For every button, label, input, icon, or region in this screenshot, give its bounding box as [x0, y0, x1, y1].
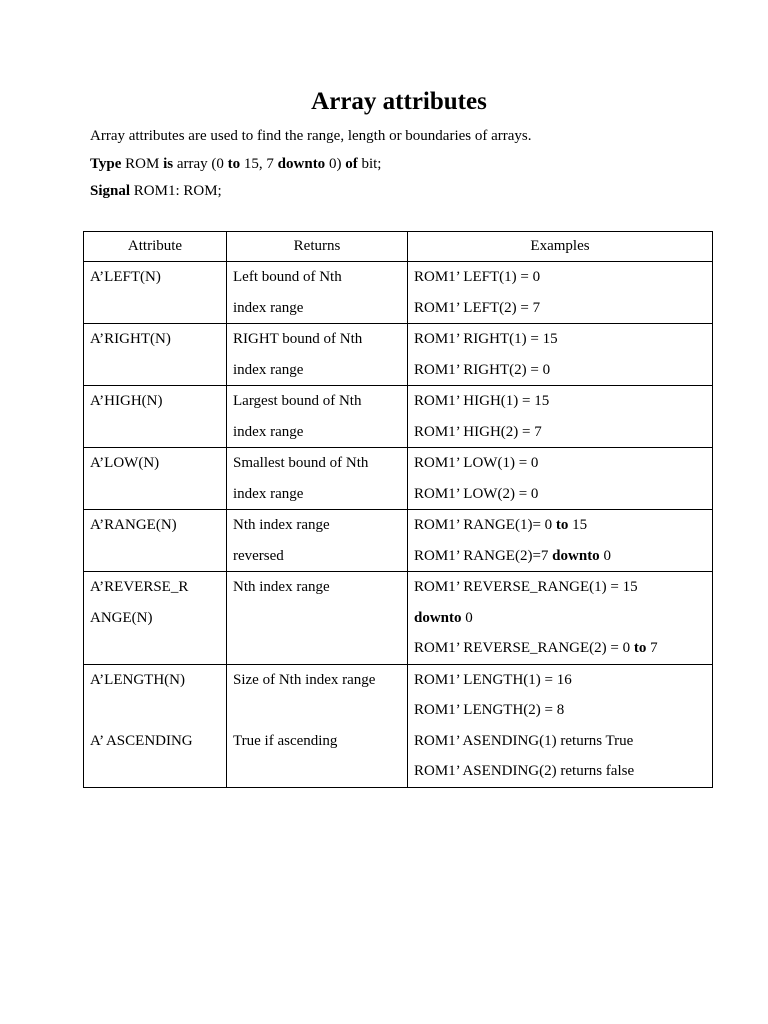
keyword-text: to [555, 517, 569, 533]
cell-line: reversed [233, 547, 284, 564]
attribute-cell [84, 510, 227, 572]
attribute-cell [84, 386, 227, 448]
text-run: 0) [325, 156, 346, 172]
page-title: Array attributes [311, 88, 487, 115]
text-run: ROM1’ LENGTH(2) = 8 [414, 702, 565, 718]
text-run: ROM1’ HIGH(1) = 15 [414, 393, 550, 409]
attribute-cell [84, 572, 227, 665]
text-run: ROM1’ LEFT(1) = 0 [414, 269, 541, 285]
examples-cell [408, 448, 713, 510]
attribute-cell [84, 262, 227, 324]
table-row [84, 386, 713, 448]
keyword-text: downto [414, 609, 462, 626]
header-returns: Returns [227, 232, 408, 262]
example-line [414, 695, 706, 726]
returns-cell [227, 664, 408, 787]
example-line [414, 262, 706, 293]
text-run: ROM1’ LOW(1) = 0 [414, 455, 539, 471]
cell-line: A’RANGE(N) [90, 517, 177, 533]
keyword-text: downto [277, 156, 326, 172]
table-row [84, 262, 713, 324]
cell-line: A’ ASCENDING [90, 732, 193, 749]
header-attribute: Attribute [84, 232, 227, 262]
keyword-text: to [227, 156, 241, 172]
cell-line: A’LOW(N) [90, 455, 160, 471]
returns-cell [227, 324, 408, 386]
text-run: ROM1’ LOW(2) = 0 [414, 485, 539, 502]
examples-cell [408, 664, 713, 787]
text-run: ROM [121, 156, 164, 172]
returns-cell [227, 448, 408, 510]
text-run: ROM1’ HIGH(2) = 7 [414, 423, 542, 440]
returns-cell [227, 386, 408, 448]
cell-line: index range [233, 423, 304, 440]
example-line [414, 417, 706, 448]
cell-line: Largest bound of Nth [233, 393, 362, 409]
cell-line: Smallest bound of Nth [233, 455, 369, 471]
text-run: 15 [568, 517, 588, 533]
table-row [84, 664, 713, 787]
cell-line: Left bound of Nth [233, 269, 342, 285]
example-line [414, 510, 706, 541]
text-run: array (0 [173, 156, 228, 172]
cell-line: index range [233, 485, 304, 502]
table-row [84, 510, 713, 572]
example-line [414, 324, 706, 355]
text-run: ROM1’ ASENDING(1) returns True [414, 732, 634, 749]
table-header-row [84, 232, 713, 262]
examples-cell [408, 262, 713, 324]
returns-cell [227, 510, 408, 572]
example-line [414, 572, 706, 603]
keyword-text: is [163, 156, 174, 172]
cell-line: True if ascending [233, 732, 338, 749]
returns-cell [227, 262, 408, 324]
example-line [414, 293, 706, 324]
example-line [414, 665, 706, 696]
cell-line: Size of Nth index range [233, 671, 376, 688]
text-run: ROM1: ROM; [130, 183, 222, 199]
keyword-text: Signal [90, 183, 131, 199]
text-run: 0 [461, 609, 473, 626]
example-line [414, 386, 706, 417]
type-declaration [90, 156, 381, 173]
example-line [414, 756, 706, 787]
cell-line: ANGE(N) [90, 609, 153, 626]
text-run: ROM1’ REVERSE_RANGE(2) = 0 [414, 640, 634, 656]
examples-cell [408, 324, 713, 386]
example-line [414, 726, 706, 757]
returns-cell [227, 572, 408, 665]
intro-paragraph: Array attributes are used to find the range, length or boundaries of arrays. [90, 128, 532, 144]
example-line [414, 479, 706, 510]
keyword-text: Type [90, 156, 122, 172]
attribute-cell [84, 448, 227, 510]
table-row [84, 572, 713, 665]
header-examples: Examples [408, 232, 713, 262]
cell-line: RIGHT bound of Nth [233, 331, 363, 347]
example-line [414, 633, 706, 664]
text-run: bit; [357, 156, 382, 172]
text-run: ROM1’ LENGTH(1) = 16 [414, 671, 572, 688]
text-run: ROM1’ RIGHT(1) = 15 [414, 331, 558, 347]
cell-line: A’REVERSE_R [90, 579, 189, 595]
attributes-table [83, 231, 713, 788]
text-run: ROM1’ RANGE(2)=7 [414, 547, 553, 564]
cell-line: index range [233, 299, 304, 316]
example-line [414, 448, 706, 479]
text-run: 15, 7 [240, 156, 278, 172]
keyword-text: downto [552, 547, 600, 564]
text-run: 0 [599, 547, 611, 564]
text-run: ROM1’ ASENDING(2) returns false [414, 763, 635, 779]
text-run: ROM1’ RIGHT(2) = 0 [414, 361, 551, 378]
text-run: ROM1’ LEFT(2) = 7 [414, 299, 541, 316]
table-row [84, 448, 713, 510]
cell-line: Nth index range [233, 579, 330, 595]
attribute-cell [84, 664, 227, 787]
signal-declaration [90, 183, 222, 200]
cell-line: index range [233, 361, 304, 378]
table-body [84, 262, 713, 788]
attribute-cell [84, 324, 227, 386]
cell-line: A’RIGHT(N) [90, 331, 171, 347]
cell-line: A’LEFT(N) [90, 269, 161, 285]
text-run: ROM1’ RANGE(1)= 0 [414, 517, 556, 533]
table-row [84, 324, 713, 386]
text-run: ROM1’ REVERSE_RANGE(1) = 15 [414, 579, 638, 595]
examples-cell [408, 386, 713, 448]
cell-line [90, 695, 220, 726]
example-line [414, 355, 706, 386]
cell-line: A’HIGH(N) [90, 393, 163, 409]
cell-line: Nth index range [233, 517, 330, 533]
cell-line [233, 695, 401, 726]
cell-line: A’LENGTH(N) [90, 671, 185, 688]
text-run: 7 [646, 640, 658, 656]
keyword-text: to [633, 640, 647, 656]
keyword-text: of [345, 156, 358, 172]
examples-cell [408, 572, 713, 665]
example-line [414, 603, 706, 634]
examples-cell [408, 510, 713, 572]
example-line [414, 541, 706, 572]
